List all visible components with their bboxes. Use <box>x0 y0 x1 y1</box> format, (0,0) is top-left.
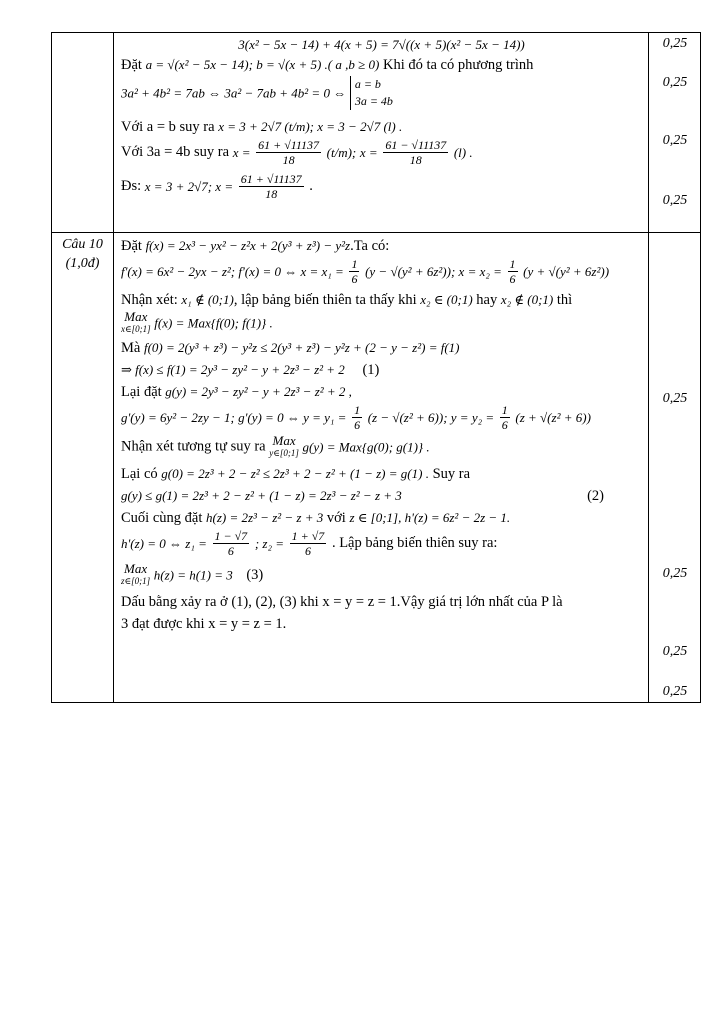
max-h-line: Max z∈[0;1] h(z) = h(1) = 3 (3) <box>121 563 264 586</box>
score-cell-question-10 <box>649 233 701 703</box>
row-previous-question <box>52 33 701 233</box>
conclusion-line-2: 3 đạt được khi x = y = z = 1. <box>121 616 287 632</box>
define-f-line: Đặt f(x) = 2x³ − yx² − z²x + 2(y³ + z³) − y²z.Ta có: <box>121 238 390 254</box>
score: 0,25 <box>662 193 688 208</box>
derivative-f-line: f'(x) = 6x² − 2yx − z²; f'(x) = 0 ⇔ x = x₁ = $\frac{1}{6}$ (y − √(y² + 6z²)); x = x₂ = $\frac{1}{6}$ (y + √(y² + 6z²)) <box>121 257 610 286</box>
score: 0,25 <box>662 75 688 90</box>
define-h-line: Cuối cùng đặt h(z) = 2z³ − z² − z + 3 với z ∈ [0;1], h'(z) = 6z² − 2z − 1. <box>121 510 511 526</box>
define-g-line: Lại đặt g(y) = 2y³ − zy² − y + 2z³ − z² + 2 , <box>121 384 352 400</box>
score: 0,25 <box>662 36 688 51</box>
max-f-line: Max x∈[0;1] f(x) = Max{f(0); f(1)} . <box>121 311 273 334</box>
solution-cell-question-10 <box>114 233 649 703</box>
max-g-line: Nhận xét tương tự suy ra Max y∈[0;1] g(y) = Max{g(0); g(1)} . <box>121 435 430 458</box>
score: 0,25 <box>662 684 688 699</box>
score: 0,25 <box>662 391 688 406</box>
score: 0,25 <box>662 133 688 148</box>
score: 0,25 <box>662 566 688 581</box>
h-roots-line: h'(z) = 0 ⇔ z₁ = $\frac{1 - √7}{6}$ ; z₂ = $\frac{1 + √7}{6}$ . Lập bảng biến thiên suy ra: <box>121 529 498 558</box>
solution-table <box>51 32 701 703</box>
score-cell-part1 <box>649 33 701 233</box>
case1-line: Với a = b suy ra x = 3 + 2√7 (t/m); x = 3 − 2√7 (l) . <box>121 119 403 135</box>
case2-line: Với 3a = 4b suy ra x = $\frac{61 + √11137}{18}$ (t/m); x = $\frac{61 - √11137}{18}$ (l) . <box>121 138 473 167</box>
remark-line: Nhận xét: x₁ ∉ (0;1), lập bảng biến thiên ta thấy khi x₂ ∈ (0;1) hay x₂ ∉ (0;1) thì <box>121 292 573 308</box>
answer-line: Đs: x = 3 + 2√7; x = $\frac{61 + √11137}{18}$ . <box>121 172 313 201</box>
ma-line: Mà f(0) = 2(y³ + z³) − y²z ≤ 2(y³ + z³) − y²z + (2 − y − z²) = f(1) <box>121 340 460 356</box>
question-points: (1,0đ) <box>65 256 100 271</box>
solution-cell-part1 <box>114 33 649 233</box>
conclusion-line-1: Dấu bằng xảy ra ở (1), (2), (3) khi x = y = z = 1.Vậy giá trị lớn nhất của P là <box>121 594 563 610</box>
g-compare-line: Lại có g(0) = 2z³ + 2 − z² ≤ 2z³ + 2 − z² + (1 − z) = g(1) . Suy ra <box>121 466 471 482</box>
row-question-10 <box>52 233 701 703</box>
case-system: a = b 3a = 4b <box>350 76 393 110</box>
question-cell-empty <box>52 33 114 233</box>
question-label: Câu 10 <box>62 237 103 252</box>
implies-line: ⇒ f(x) ≤ f(1) = 2y³ − zy² − y + 2z³ − z² + 2 (1) <box>121 362 380 378</box>
substitution-line: Đặt a = √(x² − 5x − 14); b = √(x + 5) .( a ,b ≥ 0) Khi đó ta có phương trình <box>121 57 534 73</box>
score: 0,25 <box>662 644 688 659</box>
equation-top: 3(x² − 5x − 14) + 4(x + 5) = 7√((x + 5)(x² − 5x − 14)) <box>238 37 525 52</box>
g-bound-line: g(y) ≤ g(1) = 2z³ + 2 − z² + (1 − z) = 2z³ − z² − z + 3 (2) <box>121 488 604 504</box>
question-cell <box>52 233 114 703</box>
derivative-g-line: g'(y) = 6y² − 2zy − 1; g'(y) = 0 ⇔ y = y₁ = $\frac{1}{6}$ (z − √(z² + 6)); y = y₂ = $\frac{1}{6}$ (z + √(z² + 6)) <box>121 403 591 432</box>
equivalence-line: 3a² + 4b² = 7ab ⇔ 3a² − 7ab + 4b² = 0 ⇔ a = b 3a = 4b <box>121 77 393 108</box>
